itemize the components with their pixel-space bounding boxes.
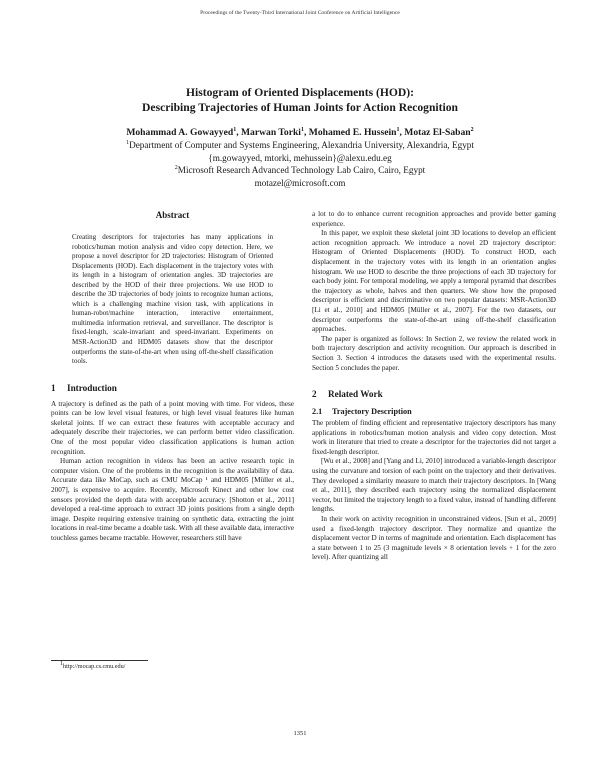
author-affil-mark: 1 bbox=[300, 126, 304, 133]
running-head: Proceedings of the Twenty-Third International Joint Conference on Artificial Intelligence bbox=[200, 10, 400, 16]
section-title: Related Work bbox=[328, 389, 383, 400]
author-name: Marwan Torki bbox=[241, 127, 301, 138]
paragraph: a lot to do to enhance current recognition approaches and provide better gaming experience. bbox=[312, 210, 556, 228]
paper-title bbox=[60, 85, 540, 115]
author-name: Mohamed E. Hussein bbox=[308, 127, 397, 138]
author-email-2: motazel@microsoft.com bbox=[254, 177, 346, 188]
subsection-heading-trajectory-description bbox=[312, 406, 556, 417]
paragraph: In this paper, we exploit these skeletal joint 3D locations to develop an efficient action recognition approach. We introduce a novel 2D trajectory descriptor: Histogram of Oriented Displacements (HOD). To construct HOD, each displacement in the trajectory votes with its length in an orientation angles histogram. We use HOD to describe the three projections of each 3D trajectory for each body joint. For temporal modeling, we apply a temporal pyramid that describes the trajectory as whole, halves and then quarters. We show how the proposed descriptor is efficient and discriminative on two popular datasets: MSR-Action3D [Li et al., 2010] and HDM05 [Müller et al., 2007]. For the two datasets, our descriptor outperforms the state-of-the-art using off-the-shelf classification approaches. bbox=[312, 229, 556, 334]
author-name: Motaz El-Saban bbox=[404, 127, 471, 138]
section-number: 1 bbox=[51, 382, 56, 393]
footnote bbox=[60, 660, 126, 671]
author-affil-mark: 2 bbox=[470, 126, 474, 133]
affiliation-text: Microsoft Research Advanced Technology Lab Cairo, Cairo, Egypt bbox=[177, 165, 426, 175]
footnote-url: http://mocap.cs.cmu.edu/ bbox=[63, 663, 126, 670]
section-title: Introduction bbox=[67, 382, 117, 393]
author-affil-mark: 1 bbox=[396, 126, 400, 133]
title-line-1: Histogram of Oriented Displacements (HOD): bbox=[186, 86, 414, 99]
author-emails-1: {m.gowayyed, mtorki, mehussein}@alexu.edu.eg bbox=[208, 152, 392, 163]
title-line-2: Describing Trajectories of Human Joints for Action Recognition bbox=[142, 101, 458, 114]
paragraph: The problem of finding efficient and representative trajectory descriptors has many applications in robotics/human motion analysis and video copy detection. Most work in literature that tried to create a descriptor for the trajectories did not target a fixed-length descriptor. bbox=[312, 419, 556, 456]
paragraph: A trajectory is defined as the path of a point moving with time. For videos, these points can be low level visual features, or high level visual features like human skeletal joints. If we can extract these features with acceptable accuracy and adequately describe their trajectories, we can perform better video classification. One of the most popular video classification applications is human action recognition. bbox=[51, 399, 294, 456]
subsection-number: 2.1 bbox=[312, 407, 323, 417]
paragraph: [Wu et al., 2008] and [Yang and Li, 2010] introduced a variable-length descriptor using the curvature and torsion of each point on the trajectory and their derivatives. They developed a similarity measure to match their trajectory descriptors. In [Wang et al., 2011], they described each trajectory using the normalized displacement vector, but limited the trajectory length to a fixed value, instead of handling different lengths. bbox=[312, 457, 556, 514]
author-affil-mark: 1 bbox=[233, 126, 237, 133]
affiliation-1 bbox=[40, 139, 560, 152]
footnote-mark: 1 bbox=[60, 660, 63, 667]
left-column bbox=[51, 210, 294, 544]
section-heading-related-work bbox=[312, 388, 556, 400]
subsection-title: Trajectory Description bbox=[332, 407, 412, 417]
affiliation-text: Department of Computer and Systems Engineering, Alexandria University, Alexandria, Egypt bbox=[129, 140, 474, 150]
right-column bbox=[312, 210, 556, 563]
abstract-heading: Abstract bbox=[155, 210, 190, 220]
section-number: 2 bbox=[312, 389, 317, 400]
author-name: Mohammad A. Gowayyed bbox=[126, 127, 234, 138]
page-number: 1351 bbox=[293, 730, 307, 737]
affiliation-2 bbox=[40, 164, 560, 177]
paragraph: In their work on activity recognition in unconstrained videos, [Sun et al., 2009] used a fixed-length trajectory descriptor. They normalize and quantize the displacement vector D in terms of magnitude and orientation. Each displacement has a state between 1 to 25 (3 magnitude levels × 8 orientation levels + 1 for the zero level). After quantizing all bbox=[312, 515, 556, 562]
footnote-divider bbox=[51, 660, 148, 661]
section-heading-introduction bbox=[51, 382, 294, 394]
affil-mark: 2 bbox=[174, 164, 178, 171]
paragraph: The paper is organized as follows: In Section 2, we review the related work in both trajectory description and activity recognition. Our approach is described in Section 3. Section 4 introduces the datasets used with the experimental results. Section 5 concludes the paper. bbox=[312, 334, 556, 372]
author-list: Mohammad A. Gowayyed$^1$, Marwan Torki$^1$, Mohamed E. Hussein$^1$, Motaz El-Saban$^2$ bbox=[126, 126, 474, 138]
paragraph: Human action recognition in videos has been an active research topic in computer vision. One of the problems in the recognition is the availability of data. Accurate data like MoCap, such as CMU MoCap ¹ and HDM05 [Müller et al., 2007], is expensive to acquire. Recently, Microsoft Kinect and other low cost sensors provided the depth data with acceptable accuracy. [Shotton et al., 2011] developed a real-time approach to extract 3D joints positions from a single depth image. Despite requiring extensive training on synthetic data, extracting the joint locations in real-time became a doable task. With all these available data, interactive touchless games became tractable. However, researchers still have bbox=[51, 457, 294, 542]
abstract-text: Creating descriptors for trajectories has many applications in robotics/human motion analysis and video copy detection. Here, we propose a novel descriptor for 2D trajectories: Histogram of Oriented Displacements (HOD). Each displacement in the trajectory votes with its length in a histogram of orientation angles. 3D trajectories are described by the HOD of their three projections. We use HOD to describe the 3D trajectories of body joints to recognize human actions, which is a challenging machine vision task, with applications in human-robot/machine interaction, interactive entertainment, multimedia information retrieval, and surveillance. The descriptor is fixed-length, scale-invariant and speed-invariant. Experiments on MSR-Action3D and HDM05 datasets show that the descriptor outperforms the state-of-the-art when using off-the-shelf classification tools. bbox=[72, 233, 273, 366]
affil-mark: 1 bbox=[126, 139, 130, 146]
